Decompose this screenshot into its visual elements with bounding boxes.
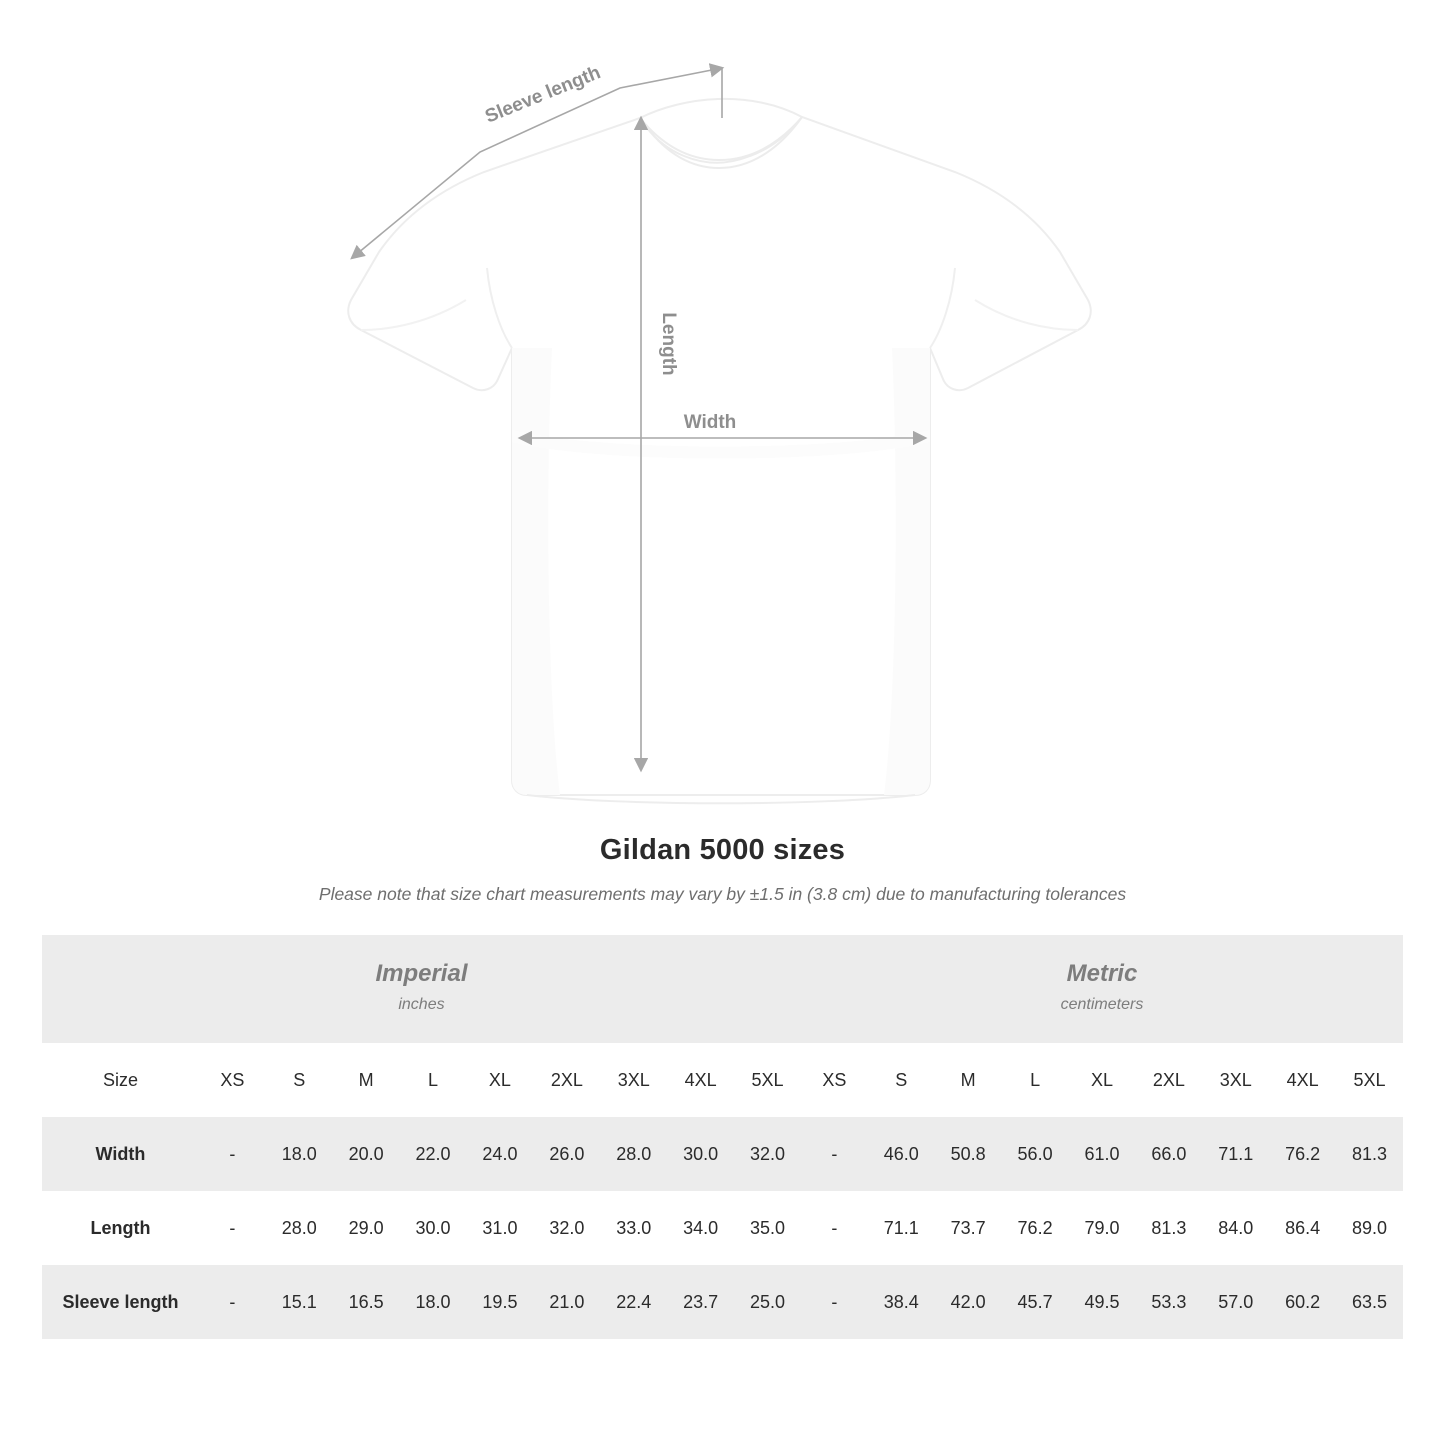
cell-sleeve-metric-m: 42.0	[935, 1265, 1002, 1339]
unit-group-metric	[801, 935, 1403, 1043]
cell-width-metric-m: 50.8	[935, 1117, 1002, 1191]
cell-length-imperial-5xl: 35.0	[749, 1217, 786, 1238]
size-col-imperial-2xl: 2XL	[533, 1043, 600, 1117]
size-col-imperial-3xl: 3XL	[600, 1043, 667, 1117]
cell-length-metric-2xl: 81.3	[1151, 1217, 1187, 1238]
cell-sleeve-imperial-xs: -	[199, 1265, 266, 1339]
size-col-metric-2xl: 2XL	[1135, 1043, 1202, 1117]
size-col-metric-s: S	[868, 1043, 935, 1117]
size-col-imperial-xl: XL	[467, 1043, 534, 1117]
cell-width-imperial-5xl: 32.0	[734, 1117, 801, 1191]
cell-sleeve-metric-2xl: 53.3	[1135, 1265, 1202, 1339]
cell-sleeve-metric-3xl: 57.0	[1202, 1265, 1269, 1339]
cell-sleeve-metric-4xl: 60.2	[1269, 1265, 1336, 1339]
row-label-width: Width	[42, 1117, 199, 1191]
cell-width-metric-l: 56.0	[1002, 1117, 1069, 1191]
cell-length-metric-4xl: 86.4	[1285, 1217, 1321, 1238]
unit-header-row	[42, 935, 1403, 1043]
unit-group-imperial-sub: inches	[398, 996, 445, 1013]
page-title: Gildan 5000 sizes	[599, 834, 846, 866]
size-col-imperial-4xl: 4XL	[667, 1043, 734, 1117]
cell-length-metric-m: 73.7	[950, 1217, 986, 1238]
cell-sleeve-imperial-s: 15.1	[266, 1265, 333, 1339]
size-col-metric-l: L	[1002, 1043, 1069, 1117]
cell-length-imperial-l: 30.0	[415, 1217, 451, 1238]
cell-sleeve-metric-s: 38.4	[868, 1265, 935, 1339]
cell-sleeve-metric-xs: -	[801, 1265, 868, 1339]
unit-group-imperial	[42, 935, 801, 1043]
cell-width-metric-xl: 61.0	[1069, 1117, 1136, 1191]
cell-length-metric-xs: -	[831, 1217, 838, 1238]
row-label-sleeve-length: Sleeve length	[42, 1265, 199, 1339]
unit-group-metric-sub: centimeters	[1060, 996, 1144, 1013]
cell-width-metric-xs: -	[801, 1117, 868, 1191]
row-label-length: Length	[90, 1217, 151, 1238]
cell-sleeve-imperial-2xl: 21.0	[533, 1265, 600, 1339]
cell-width-metric-s: 46.0	[868, 1117, 935, 1191]
cell-length-metric-5xl: 89.0	[1352, 1217, 1388, 1238]
size-col-metric-5xl: 5XL	[1336, 1043, 1403, 1117]
cell-sleeve-metric-l: 45.7	[1002, 1265, 1069, 1339]
cell-length-imperial-s: 28.0	[281, 1217, 317, 1238]
cell-sleeve-imperial-xl: 19.5	[467, 1265, 534, 1339]
unit-group-imperial-name: Imperial	[375, 959, 468, 987]
cell-width-imperial-xs: -	[199, 1117, 266, 1191]
size-col-imperial-xs: XS	[199, 1043, 266, 1117]
cell-width-imperial-l: 22.0	[400, 1117, 467, 1191]
size-col-metric-m: M	[935, 1043, 1002, 1117]
width-label: Width	[683, 412, 737, 433]
size-label-cell: Size	[42, 1043, 199, 1117]
cell-length-imperial-2xl: 32.0	[549, 1217, 585, 1238]
sleeve-length-label: Sleeve length	[482, 62, 604, 128]
cell-sleeve-imperial-3xl: 22.4	[600, 1265, 667, 1339]
cell-length-metric-s: 71.1	[883, 1217, 919, 1238]
cell-sleeve-imperial-l: 18.0	[400, 1265, 467, 1339]
cell-width-imperial-xl: 24.0	[467, 1117, 534, 1191]
cell-width-metric-4xl: 76.2	[1269, 1117, 1336, 1191]
size-col-metric-4xl: 4XL	[1269, 1043, 1336, 1117]
tshirt-shape	[348, 99, 1091, 803]
size-col-imperial-s: S	[266, 1043, 333, 1117]
cell-sleeve-imperial-m: 16.5	[333, 1265, 400, 1339]
size-col-imperial-m: M	[333, 1043, 400, 1117]
cell-length-imperial-xl: 31.0	[482, 1217, 518, 1238]
cell-sleeve-imperial-4xl: 23.7	[667, 1265, 734, 1339]
table-row	[42, 1265, 1403, 1339]
size-col-imperial-5xl: 5XL	[734, 1043, 801, 1117]
unit-group-metric-name: Metric	[1066, 959, 1138, 987]
tolerance-note: Please note that size chart measurements may vary by ±1.5 in (3.8 cm) due to manufacturing tolerances	[318, 884, 1127, 904]
cell-length-imperial-4xl: 34.0	[683, 1217, 719, 1238]
cell-width-imperial-3xl: 28.0	[600, 1117, 667, 1191]
length-label: Length	[658, 312, 679, 376]
cell-sleeve-metric-xl: 49.5	[1069, 1265, 1136, 1339]
cell-sleeve-imperial-5xl: 25.0	[734, 1265, 801, 1339]
cell-width-metric-5xl: 81.3	[1336, 1117, 1403, 1191]
table-row	[42, 1117, 1403, 1191]
cell-length-metric-3xl: 84.0	[1218, 1217, 1254, 1238]
chart-heading	[0, 834, 1445, 905]
size-table	[42, 935, 1403, 1339]
table-row	[42, 1191, 1403, 1265]
cell-width-imperial-2xl: 26.0	[533, 1117, 600, 1191]
cell-width-imperial-s: 18.0	[266, 1117, 333, 1191]
size-table-wrap	[42, 935, 1403, 1339]
cell-length-metric-xl: 79.0	[1084, 1217, 1120, 1238]
size-col-metric-xl: XL	[1069, 1043, 1136, 1117]
cell-width-metric-2xl: 66.0	[1135, 1117, 1202, 1191]
cell-length-metric-l: 76.2	[1017, 1217, 1053, 1238]
cell-length-imperial-m: 29.0	[348, 1217, 384, 1238]
cell-length-imperial-3xl: 33.0	[616, 1217, 652, 1238]
cell-sleeve-metric-5xl: 63.5	[1336, 1265, 1403, 1339]
cell-width-imperial-m: 20.0	[333, 1117, 400, 1191]
cell-length-imperial-xs: -	[229, 1217, 236, 1238]
cell-width-metric-3xl: 71.1	[1202, 1117, 1269, 1191]
size-header-row	[42, 1043, 1403, 1117]
size-col-metric-xs: XS	[801, 1043, 868, 1117]
size-col-imperial-l: L	[400, 1043, 467, 1117]
cell-width-imperial-4xl: 30.0	[667, 1117, 734, 1191]
size-col-metric-3xl: 3XL	[1202, 1043, 1269, 1117]
